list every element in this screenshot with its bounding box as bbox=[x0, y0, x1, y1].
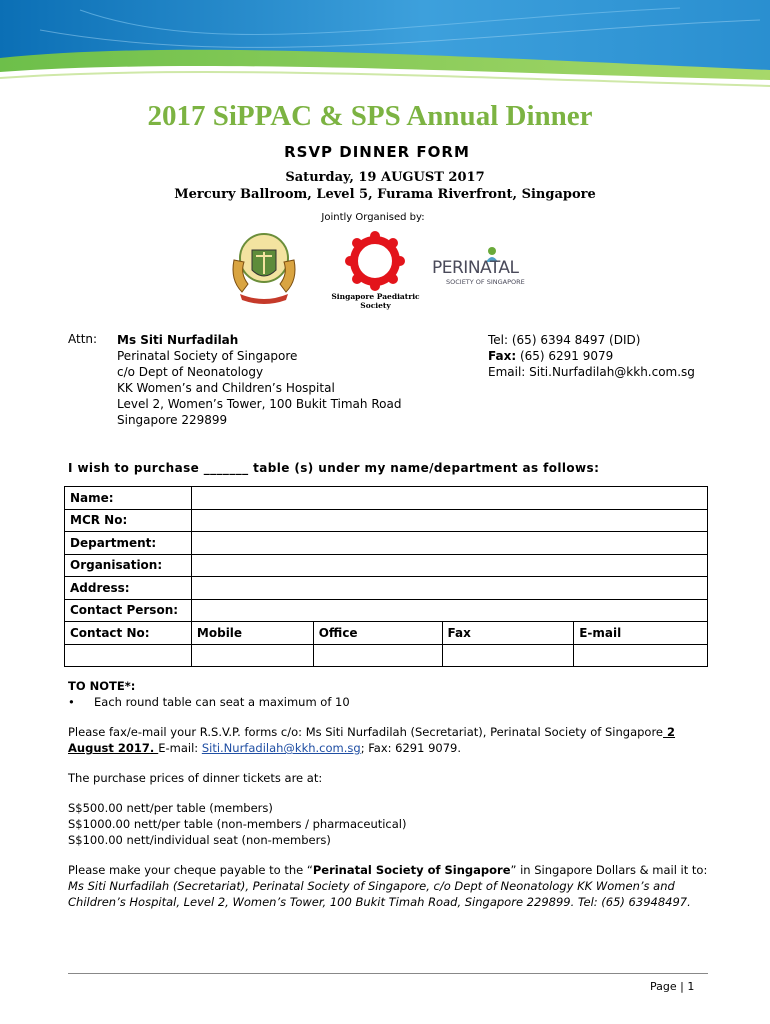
field-label: Organisation: bbox=[65, 554, 192, 577]
attn-line: KK Women’s and Children’s Hospital bbox=[117, 381, 335, 395]
contact-tel: Tel: (65) 6394 8497 (DID) bbox=[488, 333, 641, 347]
mcr-input[interactable] bbox=[191, 509, 707, 532]
cheque-payee: Perinatal Society of Singapore bbox=[312, 863, 511, 877]
mobile-input[interactable] bbox=[191, 644, 313, 667]
contact-details bbox=[488, 332, 695, 380]
rsvp-email-label: E-mail: bbox=[158, 741, 202, 755]
address-input[interactable] bbox=[191, 577, 707, 600]
rsvp-instructions bbox=[68, 724, 708, 756]
form-subtitle: RSVP DINNER FORM bbox=[284, 143, 470, 161]
column-header-mobile: Mobile bbox=[191, 622, 313, 645]
column-header-office: Office bbox=[313, 622, 442, 645]
bullet-icon: • bbox=[68, 695, 75, 709]
attn-name: Ms Siti Nurfadilah bbox=[117, 333, 239, 347]
form-row-department bbox=[65, 532, 708, 555]
sps-emblem-icon bbox=[318, 230, 433, 292]
rsvp-fax: ; Fax: 6291 9079. bbox=[360, 741, 462, 755]
contact-person-input[interactable] bbox=[191, 599, 707, 622]
attn-address bbox=[117, 332, 401, 428]
fax-label: Fax: bbox=[488, 349, 517, 363]
office-input[interactable] bbox=[313, 644, 442, 667]
contact-blank-cell bbox=[65, 644, 192, 667]
column-header-fax: Fax bbox=[442, 622, 574, 645]
form-row-name bbox=[65, 487, 708, 510]
name-input[interactable] bbox=[191, 487, 707, 510]
perinatal-name: PERINATAL bbox=[432, 258, 519, 278]
attn-line: Level 2, Women’s Tower, 100 Bukit Timah Road bbox=[117, 397, 402, 411]
contact-fax bbox=[488, 348, 695, 364]
contact-email: Email: Siti.Nurfadilah@kkh.com.sg bbox=[488, 365, 695, 379]
footer-divider bbox=[68, 973, 708, 974]
attn-line: Perinatal Society of Singapore bbox=[117, 349, 298, 363]
field-label: MCR No: bbox=[65, 509, 192, 532]
jointly-organised-label: Jointly Organised by: bbox=[321, 212, 425, 223]
fax-value: (65) 6291 9079 bbox=[516, 349, 614, 363]
cheque-instructions bbox=[68, 862, 708, 910]
rsvp-form-table bbox=[64, 486, 708, 667]
price-item: S$500.00 nett/per table (members) bbox=[68, 801, 273, 815]
sps-caption: Singapore Paediatric Society bbox=[331, 292, 420, 310]
note-bullet bbox=[68, 694, 708, 710]
event-date: Saturday, 19 AUGUST 2017 bbox=[285, 170, 485, 185]
cheque-address: Ms Siti Nurfadilah (Secretariat), Perinatal Society of Singapore, c/o Dept of Neonatology KK Women’s and Children’s Hospital, Level 2, Women’s Tower, 100 Bukit Timah Road, Singapore 229899. Tel: (65) 63948497. bbox=[68, 879, 691, 909]
rsvp-deadline: 2 August 2017. bbox=[68, 725, 676, 755]
price-item: S$100.00 nett/individual seat (non-members) bbox=[68, 833, 331, 847]
rsvp-email-link[interactable]: Siti.Nurfadilah@kkh.com.sg bbox=[201, 741, 361, 755]
form-row-address bbox=[65, 577, 708, 600]
attn-line: Singapore 229899 bbox=[117, 413, 228, 427]
sippac-crest-logo bbox=[226, 230, 302, 304]
event-title: 2017 SiPPAC & SPS Annual Dinner bbox=[147, 100, 593, 132]
email-input[interactable] bbox=[574, 644, 708, 667]
rsvp-text: Please fax/e-mail your R.S.V.P. forms c/o: Ms Siti Nurfadilah (Secretariat), Perinatal Society of Singapore bbox=[68, 725, 664, 739]
price-list bbox=[68, 800, 708, 848]
cheque-text-mid: ” in Singapore Dollars & mail it to: bbox=[510, 863, 708, 877]
field-label: Name: bbox=[65, 487, 192, 510]
department-input[interactable] bbox=[191, 532, 707, 555]
header-banner bbox=[0, 0, 770, 95]
price-item: S$1000.00 nett/per table (non-members / pharmaceutical) bbox=[68, 817, 407, 831]
note-title: TO NOTE*: bbox=[68, 679, 136, 693]
organisation-input[interactable] bbox=[191, 554, 707, 577]
notes-section bbox=[68, 678, 708, 910]
page-number: Page | 1 bbox=[650, 980, 695, 993]
column-header-email: E-mail bbox=[574, 622, 708, 645]
form-row-contact-header bbox=[65, 622, 708, 645]
prices-intro: The purchase prices of dinner tickets are at: bbox=[68, 771, 323, 785]
form-row-organisation bbox=[65, 554, 708, 577]
sps-logo bbox=[318, 230, 433, 310]
field-label: Contact Person: bbox=[65, 599, 192, 622]
purchase-statement: I wish to purchase _______ table (s) under my name/department as follows: bbox=[68, 461, 600, 475]
fax-input[interactable] bbox=[442, 644, 574, 667]
form-row-mcr bbox=[65, 509, 708, 532]
event-venue: Mercury Ballroom, Level 5, Furama Riverfront, Singapore bbox=[174, 187, 596, 202]
note-bullet-text: Each round table can seat a maximum of 10 bbox=[94, 695, 350, 709]
form-row-contact-values bbox=[65, 644, 708, 667]
perinatal-society-logo bbox=[432, 246, 532, 290]
attn-line: c/o Dept of Neonatology bbox=[117, 365, 264, 379]
form-row-contact-person bbox=[65, 599, 708, 622]
perinatal-subtitle: SOCIETY OF SINGAPORE bbox=[446, 278, 525, 286]
attn-label: Attn: bbox=[68, 332, 98, 346]
field-label: Address: bbox=[65, 577, 192, 600]
cheque-text: Please make your cheque payable to the “ bbox=[68, 863, 313, 877]
field-label: Contact No: bbox=[65, 622, 192, 645]
field-label: Department: bbox=[65, 532, 192, 555]
